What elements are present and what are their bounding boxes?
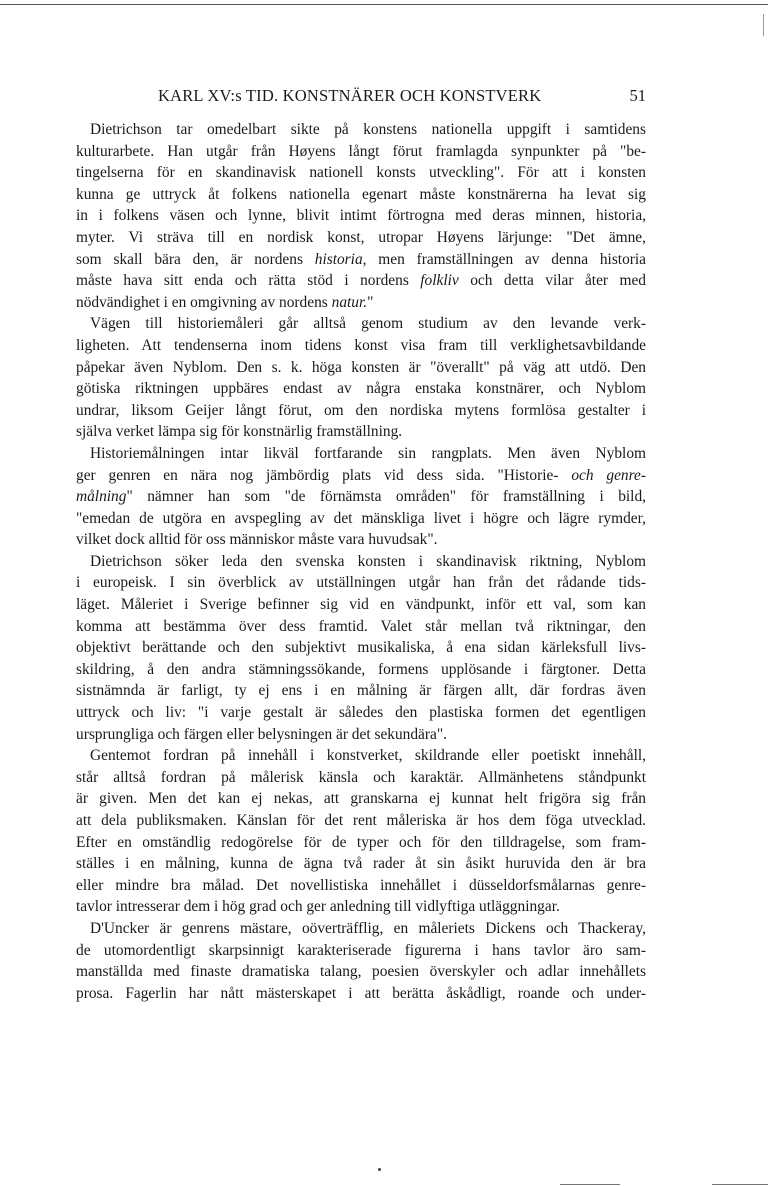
text-segment: myter. Vi sträva till en nordisk konst, utropar Høyens lärjunge: "Det ämne, <box>76 228 646 246</box>
text-line <box>76 745 646 767</box>
text-line <box>76 810 646 832</box>
italic-phrase: och genre- <box>571 466 646 484</box>
text-segment: prosa. Fagerlin har nått mästerskapet i att berätta åskådligt, roande och under- <box>76 984 646 1002</box>
text-segment: ställes i en målning, kunna de ägna två rader åt sin åsikt huruvida den är bra <box>76 855 646 873</box>
text-segment: nödvändighet i en omgivning av nordens <box>76 293 332 311</box>
text-segment: " <box>367 293 374 311</box>
text-segment: in i folkens väsen och lynne, blivit intimt förtrogna med deras minnen, historia, <box>76 207 646 225</box>
text-line <box>76 572 646 594</box>
text-line <box>76 724 646 746</box>
text-line <box>76 788 646 810</box>
text-line <box>76 680 646 702</box>
text-segment: undrar, liksom Geijer långt förut, om den nordiska mytens formlösa gestalter i <box>76 401 646 419</box>
text-segment: Historiemålningen intar likväl fortfarande sin rangplats. Men även Nyblom <box>90 444 646 462</box>
text-segment: Gentemot fordran på innehåll i konstverket, skildrande eller poetiskt innehåll, <box>90 747 646 765</box>
scan-edge-line <box>0 4 768 5</box>
text-line <box>76 940 646 962</box>
italic-phrase: folkliv <box>420 272 459 290</box>
running-title: KARL XV:s TID. KONSTNÄRER OCH KONSTVERK <box>158 86 542 105</box>
text-segment: komma att bestämma över dess framtid. Valet står mellan två riktningar, den <box>76 617 646 635</box>
text-segment: tavlor intresserar dem i hög grad och ger anledning till vidlyftiga utläggningar. <box>76 898 560 916</box>
text-segment: "emedan de utgöra en avspegling av det mänskliga livet i högre och lägre rymder, <box>76 509 646 527</box>
text-segment: ligheten. Att tendenserna inom tidens konst visa fram till verklighetsavbildande <box>76 336 646 354</box>
text-segment: Efter en omständlig redogörelse för de typer och för den tilldragelse, som fram- <box>76 833 646 851</box>
text-segment: objektivt berättande och den subjektivt musikaliska, å ena sidan kärleksfull livs- <box>76 639 646 657</box>
text-line <box>76 443 646 465</box>
text-line <box>76 961 646 983</box>
text-segment: själva verket lämpa sig för konstnärlig framställning. <box>76 423 403 441</box>
text-segment: D'Uncker är genrens mästare, oöverträfflig, en måleriets Dickens och Thackeray, <box>90 919 646 937</box>
text-segment: eller mindre bra målad. Det novellistiska innehållet i düsseldorfsmålarnas genre- <box>76 876 646 894</box>
text-segment: och detta vilar åter med <box>458 272 646 290</box>
text-line <box>76 292 646 314</box>
text-segment: sistnämnda är farligt, ty ej ens i en målning är färgen allt, där fordras även <box>76 682 646 700</box>
text-line <box>76 249 646 271</box>
italic-phrase: historia, <box>314 250 367 268</box>
text-segment: götiska riktningen uppbäres endast av några enstaka konstnärer, och Nyblom <box>76 380 646 398</box>
scan-speck <box>378 1168 381 1171</box>
scan-edge-dash <box>712 1184 768 1185</box>
text-line <box>76 551 646 573</box>
text-line <box>76 918 646 940</box>
text-line <box>76 659 646 681</box>
scan-edge-mark <box>763 14 764 36</box>
scan-edge-dash <box>560 1184 620 1185</box>
text-line <box>76 378 646 400</box>
text-segment: vilket dock alltid för oss människor måste vara huvudsak". <box>76 531 438 549</box>
text-segment: i europeisk. I sin överblick av utställningen utgår han från det rådande tids- <box>76 574 646 592</box>
text-segment: uttryck och liv: "i varje gestalt är således den plastiska formen det egentligen <box>76 704 646 722</box>
running-head <box>76 86 646 108</box>
text-line <box>76 400 646 422</box>
text-line <box>76 529 646 551</box>
text-segment: är given. Men det kan ej nekas, att granskarna ej kunnat helt frigöra sig från <box>76 790 646 808</box>
text-line <box>76 832 646 854</box>
italic-phrase: målning <box>76 488 127 506</box>
page-number: 51 <box>629 86 646 105</box>
text-segment: de utomordentligt skarpsinnigt karakteriserade figurerna i hans tavlor äro sam- <box>76 941 646 959</box>
text-segment: att dela publiksmaken. Känslan för det rent måleriska är hos dem föga utvecklad. <box>76 812 646 829</box>
text-line <box>76 421 646 443</box>
text-line <box>76 227 646 249</box>
text-line <box>76 465 646 487</box>
text-line <box>76 141 646 163</box>
text-line <box>76 162 646 184</box>
text-segment: Dietrichson söker leda den svenska konsten i skandinavisk riktning, Nyblom <box>90 552 646 570</box>
body-text <box>76 119 646 1004</box>
text-line <box>76 486 646 508</box>
text-line <box>76 335 646 357</box>
text-segment: men framställningen av denna historia <box>366 250 647 268</box>
text-line <box>76 270 646 292</box>
text-line <box>76 119 646 141</box>
text-segment: läget. Måleriet i Sverige befinner sig vid en vändpunkt, inför ett val, som kan <box>76 596 646 614</box>
text-segment: ger genren en nära nog jämbördig plats vid dess sida. "Historie- <box>76 466 572 484</box>
text-segment: kunna ge uttryck åt folkens nationella egenart måste konstnärerna ha levat sig <box>76 185 646 203</box>
text-segment: skildring, å den andra stämningssökande, formens upplösande i färgtoner. Detta <box>76 660 646 678</box>
text-line <box>76 508 646 530</box>
text-line <box>76 896 646 918</box>
text-line <box>76 767 646 789</box>
text-segment: " nämner han som "de förnämsta områden" för framställning i bild, <box>126 488 646 506</box>
text-line <box>76 875 646 897</box>
text-segment: Vägen till historiemåleri går alltså genom studium av den levande verk- <box>90 315 646 333</box>
text-segment: tingelserna för en skandinavisk nationell konsts utveckling". För att i konsten <box>76 164 646 182</box>
text-line <box>76 205 646 227</box>
text-segment: kulturarbete. Han utgår från Høyens långt förut framlagda synpunkter på "be- <box>76 142 646 160</box>
text-segment: ursprungliga och färgen eller belysningen är det sekundära". <box>76 725 447 743</box>
text-segment: som skall bära den, är nordens <box>76 250 315 268</box>
text-segment: måste hava sitt enda och rätta stöd i nordens <box>76 272 421 290</box>
text-line <box>76 853 646 875</box>
text-line <box>76 184 646 206</box>
text-line <box>76 637 646 659</box>
text-line <box>76 702 646 724</box>
text-line <box>76 983 646 1005</box>
text-segment: påpekar även Nyblom. Den s. k. höga konsten är "överallt" på väg att utdö. Den <box>76 358 646 376</box>
text-line <box>76 313 646 335</box>
text-segment: manställda med finaste dramatiska talang, poesien överskyler och adlar innehållets <box>76 963 646 981</box>
italic-phrase: natur. <box>331 293 368 311</box>
text-line <box>76 616 646 638</box>
text-segment: står alltså fordran på målerisk känsla och karaktär. Allmänhetens ståndpunkt <box>76 768 646 786</box>
text-line <box>76 357 646 379</box>
text-line <box>76 594 646 616</box>
text-segment: Dietrichson tar omedelbart sikte på konstens nationella uppgift i samtidens <box>90 121 646 138</box>
